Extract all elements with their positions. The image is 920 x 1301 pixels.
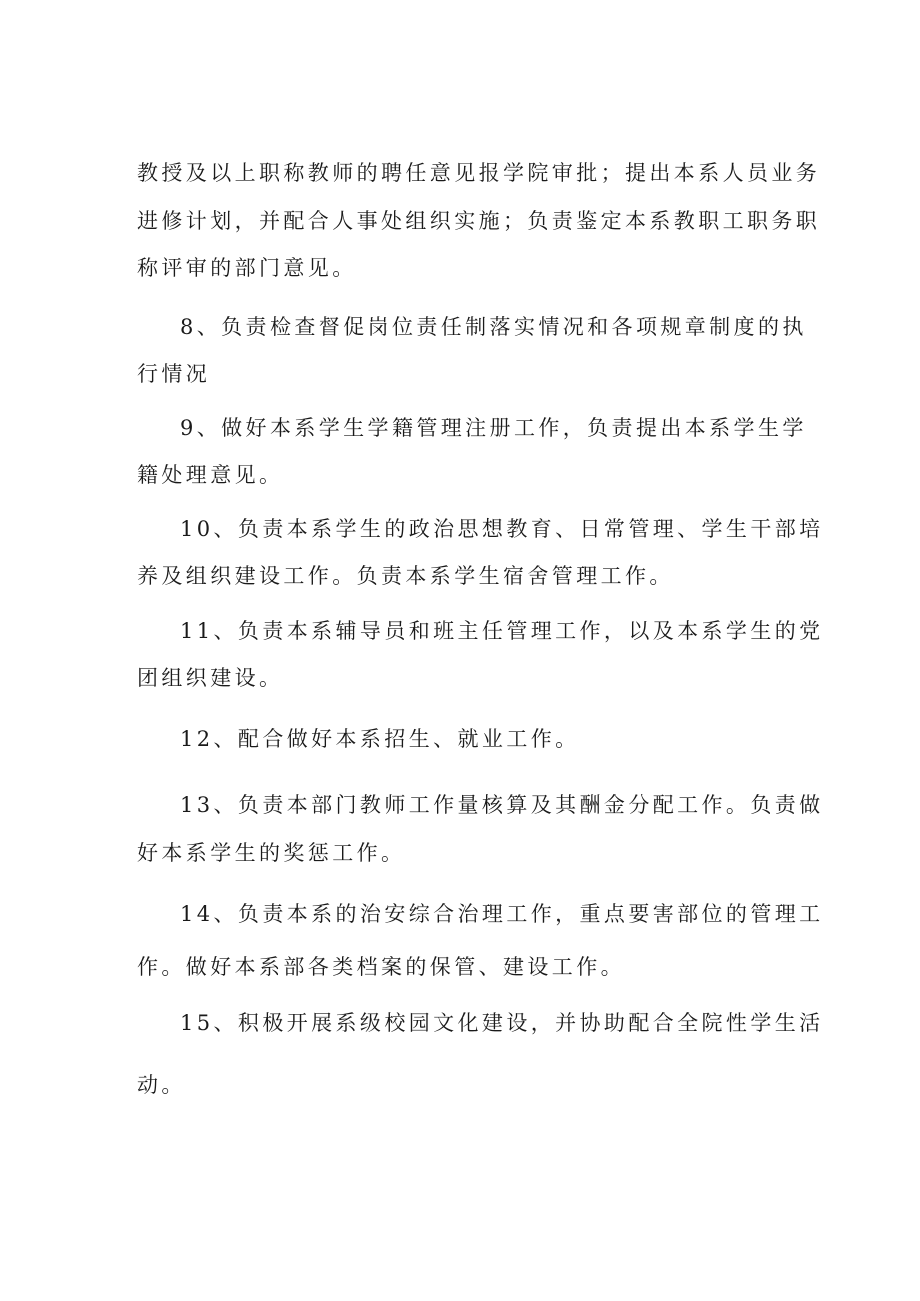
text-line: 14、负责本系的治安综合治理工作，重点要害部位的管理工 <box>180 902 824 926</box>
text-line: 8、负责检查督促岗位责任制落实情况和各项规章制度的执 <box>180 315 807 339</box>
text-line: 养及组织建设工作。负责本系学生宿舍管理工作。 <box>137 564 674 588</box>
text-line: 好本系学生的奖惩工作。 <box>137 841 406 865</box>
text-line: 团组织建设。 <box>137 666 284 690</box>
text-line: 称评审的部门意见。 <box>137 256 357 280</box>
text-line: 11、负责本系辅导员和班主任管理工作，以及本系学生的党 <box>180 619 824 643</box>
text-line: 10、负责本系学生的政治思想教育、日常管理、学生干部培 <box>180 517 824 541</box>
text-line: 9、做好本系学生学籍管理注册工作，负责提出本系学生学 <box>180 416 807 440</box>
text-line: 作。做好本系部各类档案的保管、建设工作。 <box>137 955 625 979</box>
text-line: 行情况 <box>137 362 211 386</box>
text-line: 13、负责本部门教师工作量核算及其酬金分配工作。负责做 <box>180 793 824 817</box>
text-line: 进修计划，并配合人事处组织实施；负责鉴定本系教职工职务职 <box>137 209 821 233</box>
text-line: 动。 <box>137 1073 186 1097</box>
text-line: 教授及以上职称教师的聘任意见报学院审批；提出本系人员业务 <box>137 161 821 185</box>
text-line: 15、积极开展系级校园文化建设，并协助配合全院性学生活 <box>180 1011 824 1035</box>
text-line: 12、配合做好本系招生、就业工作。 <box>180 727 580 751</box>
text-line: 籍处理意见。 <box>137 463 284 487</box>
